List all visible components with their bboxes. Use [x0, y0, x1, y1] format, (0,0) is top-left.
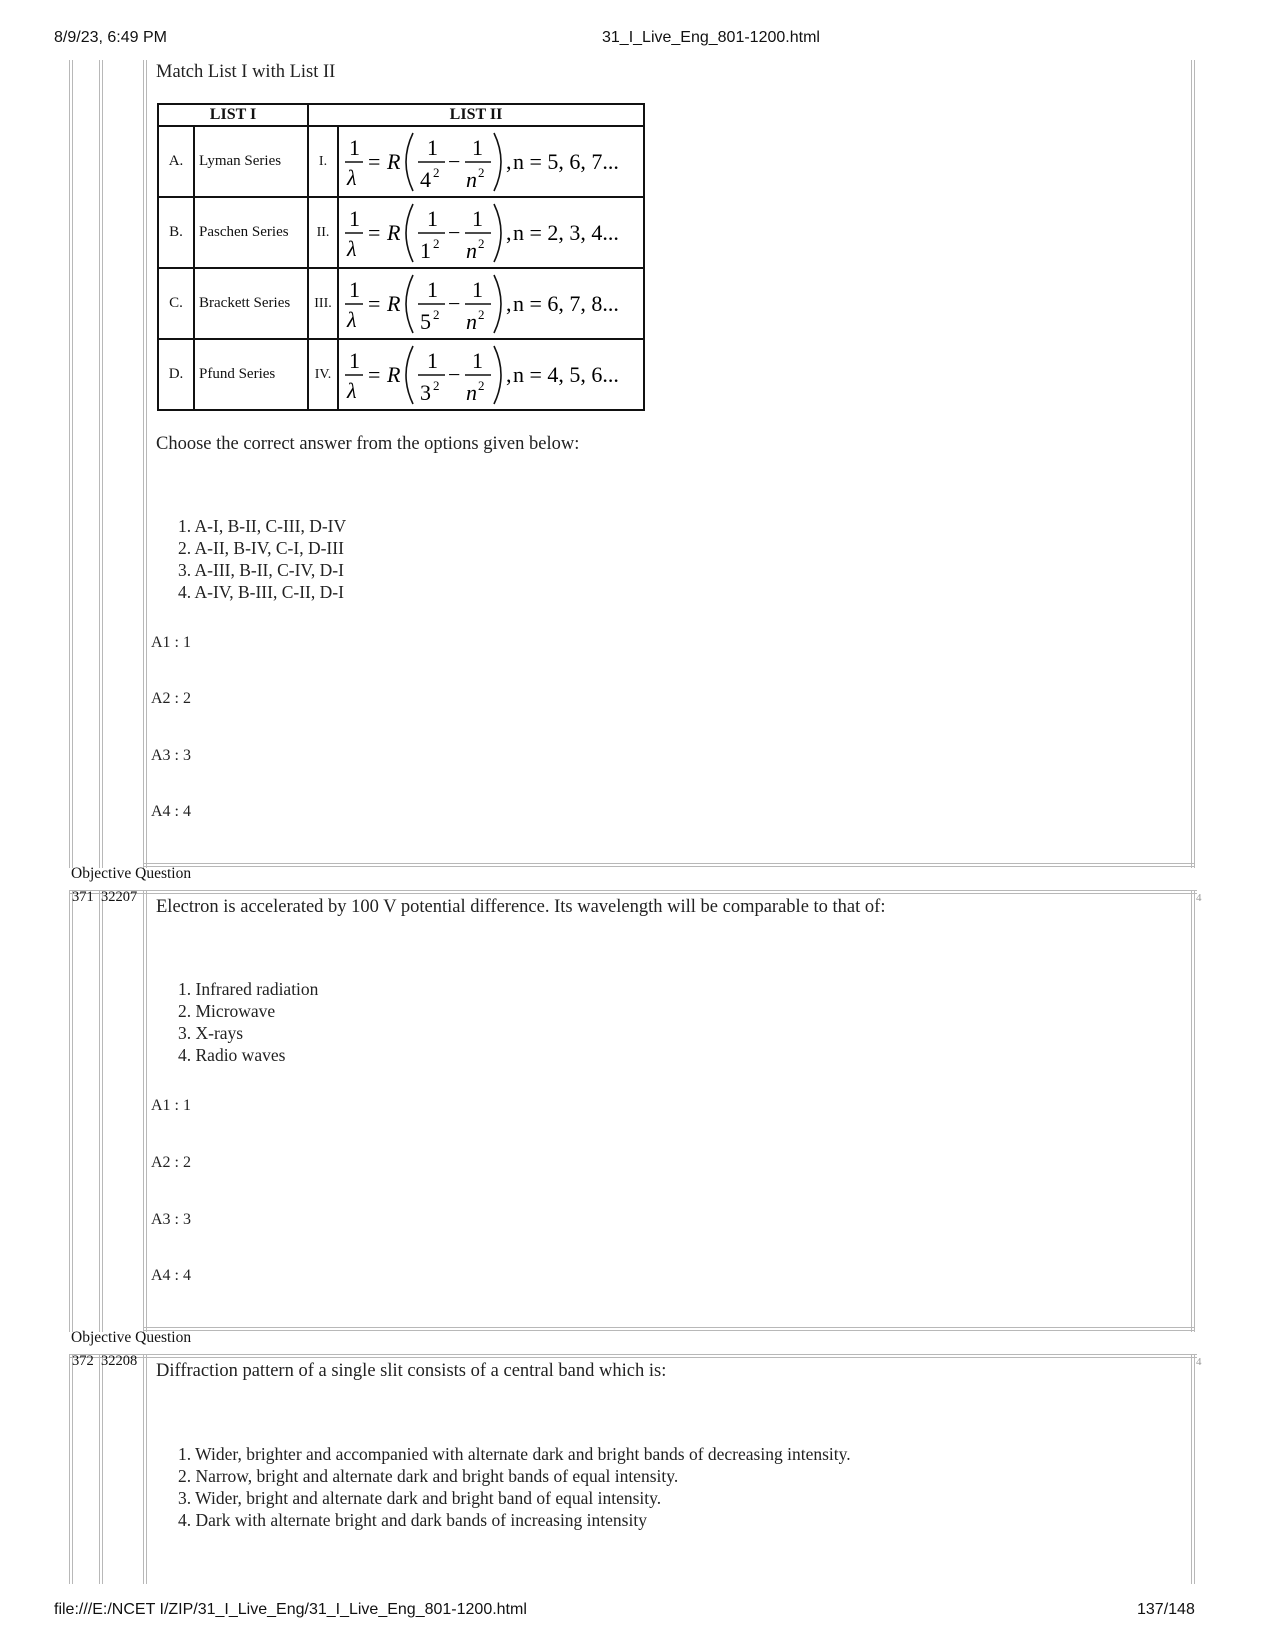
svg-text:n: n: [466, 237, 477, 263]
row-roman: I.: [308, 126, 338, 197]
question-id: 32207: [101, 889, 138, 905]
option-list: [178, 515, 346, 603]
option-item: 2. Microwave: [178, 1001, 276, 1021]
svg-text:5: 5: [420, 308, 431, 334]
rydberg-formula: [338, 197, 644, 268]
svg-text:2: 2: [433, 377, 440, 393]
answer-option: A4 : 4: [151, 1267, 191, 1284]
series-name: Pfund Series: [194, 339, 308, 410]
rydberg-formula: [338, 268, 644, 339]
svg-text:1: 1: [349, 347, 360, 373]
row-letter: D.: [158, 339, 194, 410]
print-datetime: 8/9/23, 6:49 PM: [54, 29, 167, 46]
option-item: 3. X-rays: [178, 1023, 244, 1043]
match-row: [158, 197, 644, 268]
row-roman: II.: [308, 197, 338, 268]
answer-option: A1 : 1: [151, 1097, 191, 1114]
svg-text:1: 1: [472, 347, 483, 373]
row-letter: A.: [158, 126, 194, 197]
option-item: 3. Wider, bright and alternate dark and bright band of equal intensity.: [178, 1488, 662, 1508]
option-item: 2. A-II, B-IV, C-I, D-III: [178, 538, 344, 558]
n-range: n = 6, 7, 8...: [513, 290, 619, 316]
row-letter: C.: [158, 268, 194, 339]
svg-text:1: 1: [349, 276, 360, 302]
list-two-header: LIST II: [308, 104, 644, 126]
option-list: [178, 978, 318, 1066]
question-id: 32208: [101, 1353, 138, 1369]
svg-text:=: =: [368, 148, 381, 174]
svg-text:R: R: [387, 290, 401, 316]
question-type-label: Objective Question: [71, 865, 192, 882]
svg-text:1: 1: [427, 276, 438, 302]
svg-text:=: =: [368, 290, 381, 316]
option-item: 1. Infrared radiation: [178, 979, 319, 999]
option-item: 3. A-III, B-II, C-IV, D-I: [178, 560, 344, 580]
svg-text:2: 2: [478, 235, 485, 251]
question-number: 372: [72, 1353, 94, 1369]
svg-text:1: 1: [349, 134, 360, 160]
formula-parts: [345, 204, 619, 263]
list-one-header: LIST I: [158, 104, 308, 126]
svg-text:1: 1: [472, 205, 483, 231]
svg-text:=: =: [368, 219, 381, 245]
row-roman: III.: [308, 268, 338, 339]
match-row: [158, 126, 644, 197]
n-range: n = 2, 3, 4...: [513, 219, 619, 245]
svg-text:n: n: [466, 166, 477, 192]
svg-text:R: R: [387, 148, 401, 174]
svg-text:n: n: [466, 379, 477, 405]
option-item: 1. Wider, brighter and accompanied with alternate dark and bright bands of decreasing intensity.: [178, 1444, 851, 1464]
formula-parts: [345, 346, 619, 405]
formula-graphic: [341, 342, 641, 408]
svg-text:1: 1: [472, 276, 483, 302]
match-row: [158, 339, 644, 410]
svg-text:λ: λ: [347, 377, 357, 403]
svg-text:,: ,: [506, 290, 512, 316]
formula-parts: [345, 133, 619, 192]
formula-graphic: [341, 129, 641, 195]
svg-text:R: R: [387, 219, 401, 245]
rydberg-formula: [338, 126, 644, 197]
svg-text:2: 2: [433, 164, 440, 180]
svg-text:1: 1: [427, 134, 438, 160]
svg-text:2: 2: [478, 306, 485, 322]
svg-text:λ: λ: [347, 164, 357, 190]
option-item: 1. A-I, B-II, C-III, D-IV: [178, 516, 347, 536]
print-doc-title: 31_I_Live_Eng_801-1200.html: [602, 29, 820, 46]
svg-text:1: 1: [349, 205, 360, 231]
match-row: [158, 268, 644, 339]
svg-text:2: 2: [433, 235, 440, 251]
svg-text:2: 2: [433, 306, 440, 322]
series-name: Lyman Series: [194, 126, 308, 197]
answer-option: A1 : 1: [151, 634, 191, 651]
series-name: Paschen Series: [194, 197, 308, 268]
svg-text:4: 4: [420, 166, 431, 192]
answer-option: A2 : 2: [151, 690, 191, 707]
option-item: 4. Dark with alternate bright and dark bands of increasing intensity: [178, 1510, 647, 1530]
formula-parts: [345, 275, 619, 334]
svg-text:−: −: [448, 148, 461, 174]
svg-text:R: R: [387, 361, 401, 387]
svg-text:λ: λ: [347, 235, 357, 261]
answer-option: A3 : 3: [151, 1211, 191, 1228]
choose-prompt: Choose the correct answer from the options given below:: [156, 434, 580, 454]
svg-text:n: n: [466, 308, 477, 334]
row-roman: IV.: [308, 339, 338, 410]
formula-graphic: [341, 271, 641, 337]
option-item: 4. A-IV, B-III, C-II, D-I: [178, 582, 344, 602]
print-file-path: file:///E:/NCET I/ZIP/31_I_Live_Eng/31_I_Live_Eng_801-1200.html: [54, 1601, 527, 1618]
print-page-number: 137/148: [1137, 1601, 1195, 1618]
answer-option: A3 : 3: [151, 747, 191, 764]
question-text: Diffraction pattern of a single slit consists of a central band which is:: [156, 1361, 667, 1381]
svg-text:1: 1: [427, 205, 438, 231]
svg-text:2: 2: [478, 377, 485, 393]
svg-text:3: 3: [420, 379, 431, 405]
svg-text:2: 2: [478, 164, 485, 180]
formula-graphic: [341, 200, 641, 266]
question-text: Electron is accelerated by 100 V potential difference. Its wavelength will be comparable to that of:: [156, 897, 886, 917]
match-list-table: [157, 103, 645, 411]
svg-text:1: 1: [472, 134, 483, 160]
svg-text:−: −: [448, 290, 461, 316]
svg-text:1: 1: [427, 347, 438, 373]
answer-option: A2 : 2: [151, 1154, 191, 1171]
svg-text:,: ,: [506, 148, 512, 174]
option-item: 2. Narrow, bright and alternate dark and bright bands of equal intensity.: [178, 1466, 679, 1486]
svg-text:,: ,: [506, 361, 512, 387]
svg-text:,: ,: [506, 219, 512, 245]
question-number: 371: [72, 889, 94, 905]
series-name: Brackett Series: [194, 268, 308, 339]
svg-text:=: =: [368, 361, 381, 387]
option-item: 4. Radio waves: [178, 1045, 286, 1065]
svg-text:λ: λ: [347, 306, 357, 332]
n-range: n = 4, 5, 6...: [513, 361, 619, 387]
question-type-label: Objective Question: [71, 1329, 192, 1346]
match-list-intro: Match List I with List II: [156, 62, 336, 82]
svg-text:−: −: [448, 219, 461, 245]
svg-text:1: 1: [420, 237, 431, 263]
row-letter: B.: [158, 197, 194, 268]
rydberg-formula: [338, 339, 644, 410]
answer-option: A4 : 4: [151, 803, 191, 820]
svg-text:−: −: [448, 361, 461, 387]
n-range: n = 5, 6, 7...: [513, 148, 619, 174]
option-list: [178, 1443, 851, 1531]
